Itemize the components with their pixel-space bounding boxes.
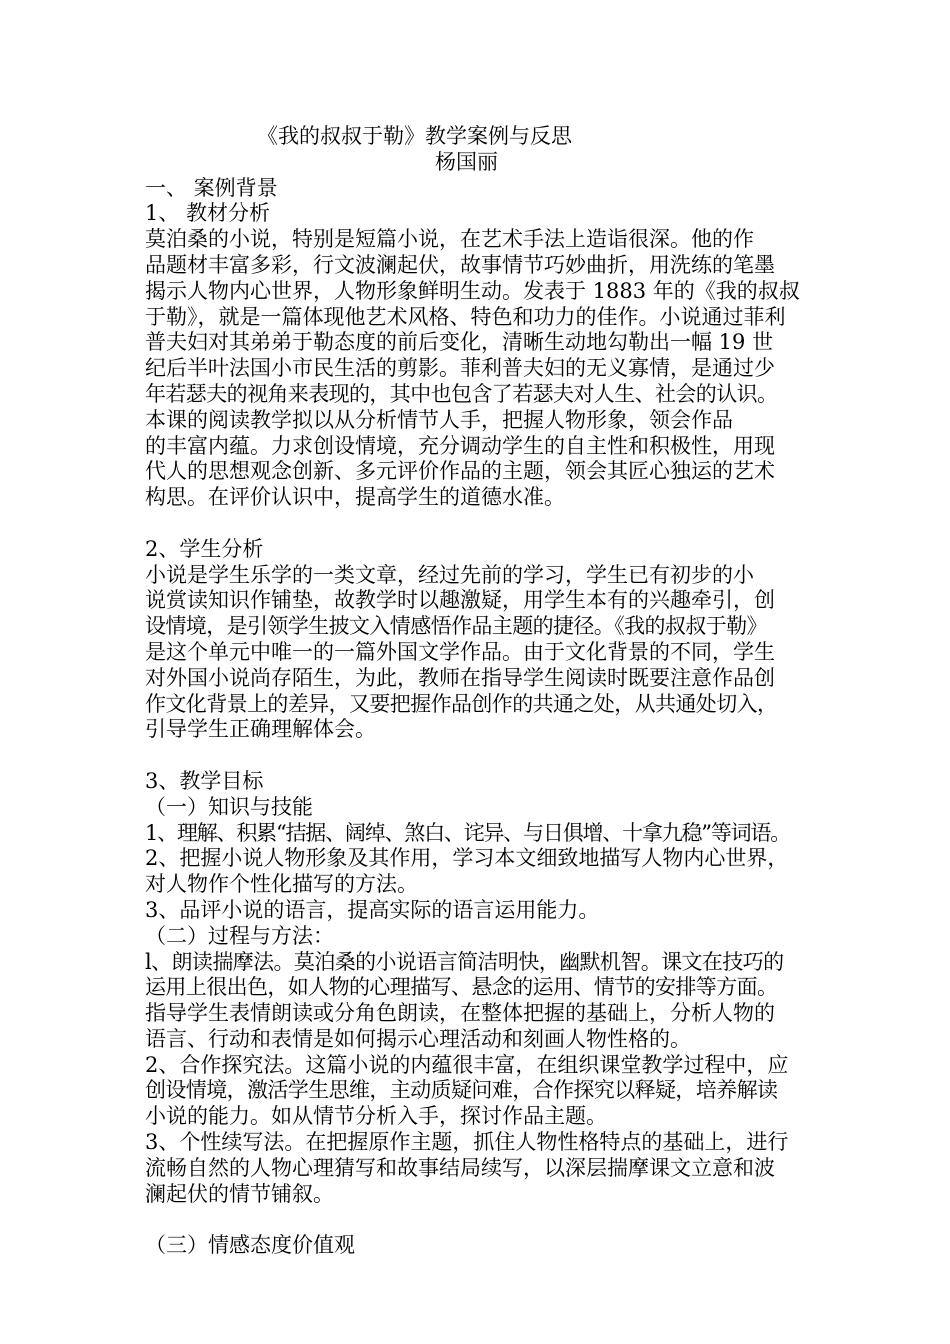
subsection-heading-students: 2、学生分析 <box>145 536 264 561</box>
subsection-heading-material: 1、 教材分析 <box>145 201 271 226</box>
goal-heading-knowledge: （一）知识与技能 <box>145 794 313 819</box>
goal-heading-values: （三）情感态度价值观 <box>145 1233 355 1258</box>
goal-item: l、朗读揣摩法。莫泊桑的小说语言简洁明快，幽默机智。课文在技巧的 <box>145 949 784 974</box>
paragraph-line: 普夫妇对其弟弟于勒态度的前后变化，清晰生动地勾勒出一幅 19 世 <box>145 330 774 355</box>
paragraph-line: 是这个单元中唯一的一篇外国文学作品。由于文化背景的不同，学生 <box>145 639 775 664</box>
paragraph-teaching-plan <box>145 408 825 511</box>
goal-item: 创设情境，激活学生思维，主动质疑问难，合作探究以释疑，培养解读 <box>145 1078 778 1103</box>
goal-item: 1、理解、积累“拮据、阔绰、煞白、诧异、与日俱增、十拿九稳”等词语。 <box>145 820 791 845</box>
goal-item: 澜起伏的情节铺叙。 <box>145 1181 334 1206</box>
paragraph-material-analysis <box>145 227 825 408</box>
goal-item: 2、把握小说人物形象及其作用，学习本文细致地描写人物内心世界， <box>145 846 789 871</box>
goal-item: 3、品评小说的语言，提高实际的语言运用能力。 <box>145 897 600 922</box>
paragraph-line: 代人的思想观念创新、多元评价作品的主题，领会其匠心独运的艺术 <box>145 459 775 484</box>
paragraph-line: 的丰富内蕴。力求创设情境，充分调动学生的自主性和积极性，用现 <box>145 433 775 458</box>
paragraph-line: 本课的阅读教学拟以从分析情节人手，把握人物形象，领会作品 <box>145 407 733 432</box>
goal-list-knowledge <box>145 821 825 924</box>
goal-list-process <box>145 950 825 1208</box>
paragraph-line: 品题材丰富多彩，行文波澜起伏，故事情节巧妙曲折，用洗练的笔墨 <box>145 252 775 277</box>
paragraph-line: 引导学生正确理解体会。 <box>145 717 376 742</box>
paragraph-line: 于勒》，就是一篇体现他艺术风格、特色和功力的佳作。小说通过菲利 <box>145 304 786 329</box>
goal-item: 语言、行动和表情是如何揭示心理活动和刻画人物性格的。 <box>145 1026 691 1051</box>
goal-item: 3、个性续写法。在把握原作主题，抓住人物性格特点的基础上，进行 <box>145 1130 789 1155</box>
goal-item: 运用上很出色，如人物的心理描写、悬念的运用、情节的安排等方面。 <box>145 975 778 1000</box>
goal-item: 小说的能力。如从情节分析入手，探讨作品主题。 <box>145 1104 607 1129</box>
paragraph-line: 对外国小说尚存陌生，为此，教师在指导学生阅读时既要注意作品创 <box>145 665 775 690</box>
blank-line <box>145 743 825 769</box>
goal-item: 指导学生表情朗读或分角色朗读，在整体把握的基础上，分析人物的 <box>145 1001 775 1026</box>
paragraph-line: 莫泊桑的小说，特别是短篇小说，在艺术手法上造诣很深。他的作 <box>145 227 754 252</box>
paragraph-line: 揭示人物内心世界，人物形象鲜明生动。发表于 1883 年的《我的叔叔 <box>145 278 800 303</box>
section-heading-background: 一、 案例背景 <box>145 175 278 200</box>
paragraph-line: 小说是学生乐学的一类文章，经过先前的学习，学生已有初步的小 <box>145 562 754 587</box>
subsection-heading-goals: 3、教学目标 <box>145 768 264 793</box>
goal-heading-process: （二）过程与方法： <box>145 923 334 948</box>
blank-line <box>145 511 825 537</box>
document-author: 杨国丽 <box>435 149 498 174</box>
goal-item: 对人物作个性化描写的方法。 <box>145 872 418 897</box>
document-title: 《我的叔叔于勒》教学案例与反思 <box>257 124 572 148</box>
paragraph-line: 纪后半叶法国小市民生活的剪影。菲利普夫妇的无义寡情，是通过少 <box>145 356 775 381</box>
paragraph-student-analysis <box>145 563 825 744</box>
paragraph-line: 作文化背景上的差异，又要把握作品创作的共通之处，从共通处切入， <box>145 691 778 716</box>
goal-item: 2、合作探究法。这篇小说的内蕴很丰富，在组织课堂教学过程中，应 <box>145 1052 789 1077</box>
paragraph-line: 年若瑟夫的视角来表现的，其中也包含了若瑟夫对人生、社会的认识。 <box>145 381 778 406</box>
document-page <box>145 124 825 1259</box>
blank-line <box>145 1207 825 1233</box>
goal-item: 流畅自然的人物心理猜写和故事结局续写，以深层揣摩课文立意和波 <box>145 1155 775 1180</box>
paragraph-line: 构思。在评价认识中，提高学生的道德水准。 <box>145 485 565 510</box>
paragraph-line: 设情境，是引领学生披文入情感悟作品主题的捷径。《我的叔叔于勒》 <box>145 614 767 639</box>
paragraph-line: 说赏读知识作铺垫，故教学时以趣激疑，用学生本有的兴趣牵引，创 <box>145 588 775 613</box>
